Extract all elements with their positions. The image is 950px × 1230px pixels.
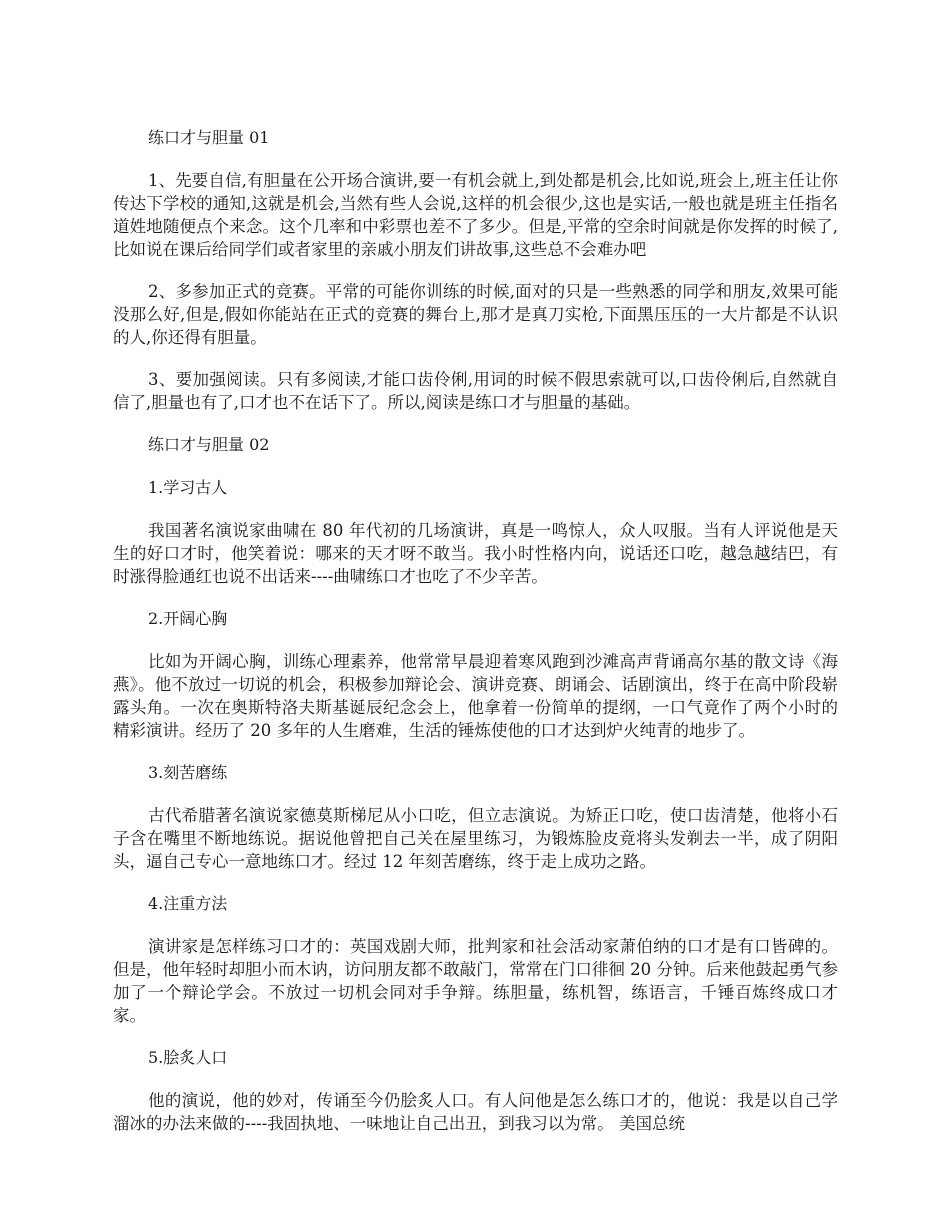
- subsection-heading: 4.注重方法: [148, 894, 228, 913]
- subsection-heading: 3.刻苦磨练: [148, 763, 228, 782]
- paragraph: 3、要加强阅读。只有多阅读,才能口齿伶俐,用词的时候不假思索就可以,口齿伶俐后,自然就自信了,胆量也有了,口才也不在话下了。所以,阅读是练口才与胆量的基础。: [113, 370, 838, 412]
- paragraph: 1、先要自信,有胆量在公开场合演讲,要一有机会就上,到处都是机会,比如说,班会上,班主任让你传达下学校的通知,这就是机会,当然有些人会说,这样的机会很少,这也是实话,一般也就是班主任指名道姓地随便点个来念。这个几率和中彩票也差不了多少。但是,平常的空余时间就是你发挥的时候了,比如说在课后给同学们或者家里的亲戚小朋友们讲故事,这些总不会难办吧: [113, 171, 838, 259]
- paragraph: 2、多参加正式的竞赛。平常的可能你训练的时候,面对的只是一些熟悉的同学和朋友,效果可能没那么好,但是,假如你能站在正式的竞赛的舞台上,那才是真刀实枪,下面黑压压的一大片都是不认识的人,你还得有胆量。: [113, 282, 838, 347]
- paragraph: 古代希腊著名演说家德莫斯梯尼从小口吃，但立志演说。为矫正口吃，使口齿清楚，他将小石子含在嘴里不断地练说。据说他曾把自己关在屋里练习，为锻炼脸皮竟将头发剃去一半，成了阴阳头，逼自己专心一意地练口才。经过 12 年刻苦磨练，终于走上成功之路。: [113, 806, 838, 871]
- subsection-heading: 5.脍炙人口: [148, 1048, 228, 1067]
- paragraph: 他的演说，他的妙对，传诵至今仍脍炙人口。有人问他是怎么练口才的，他说：我是以自己学溜冰的办法来做的----我固执地、一味地让自己出丑，到我习以为常。 美国总统: [113, 1091, 838, 1133]
- section-heading: 练口才与胆量 02: [148, 435, 270, 454]
- paragraph: 我国著名演说家曲啸在 80 年代初的几场演讲，真是一鸣惊人，众人叹服。当有人评说他是天生的好口才时，他笑着说：哪来的天才呀不敢当。我小时性格内向，说话还口吃，越急越结巴，有时涨得脸通红也说不出话来----曲啸练口才也吃了不少辛苦。: [113, 521, 838, 586]
- subsection-heading: 2.开阔心胸: [148, 609, 228, 628]
- section-heading: 练口才与胆量 01: [148, 128, 270, 147]
- paragraph: 比如为开阔心胸，训练心理素养，他常常早晨迎着寒风跑到沙滩高声背诵高尔基的散文诗《海燕》。他不放过一切说的机会，积极参加辩论会、演讲竞赛、朗诵会、话剧演出，终于在高中阶段崭露头角。一次在奥斯特洛夫斯基诞辰纪念会上，他拿着一份简单的提纲，一口气竟作了两个小时的精彩演讲。经历了 20 多年的人生磨难，生活的锤炼使他的口才达到炉火纯青的地步了。: [113, 652, 838, 740]
- paragraph: 演讲家是怎样练习口才的：英国戏剧大师，批判家和社会活动家萧伯纳的口才是有口皆碑的。但是，他年轻时却胆小而木讷，访问朋友都不敢敲门，常常在门口徘徊 20 分钟。后来他鼓起勇气参加了一个辩论学会。不放过一切机会同对手争辩。练胆量，练机智，练语言，千锤百炼终成口才家。: [113, 937, 838, 1025]
- subsection-heading: 1.学习古人: [148, 478, 228, 497]
